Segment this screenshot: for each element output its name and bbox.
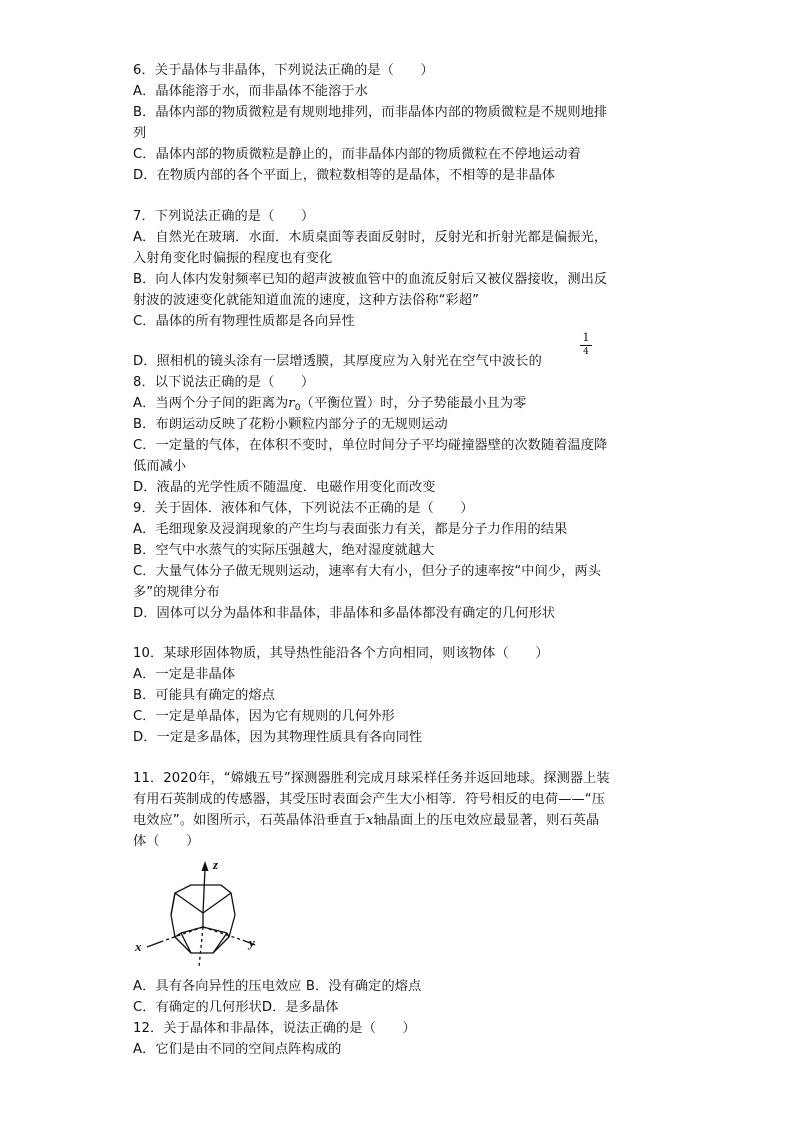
q7-option-a-line2: 入射角变化时偏振的程度也有变化 bbox=[133, 251, 333, 266]
fig-label-y: y bbox=[249, 935, 255, 950]
crystal-edge-bl bbox=[181, 933, 191, 953]
q9-option-a: A．毛细现象及浸润现象的产生均与表面张力有关，都是分子力作用的结果 bbox=[133, 522, 568, 537]
crystal-edge-tl bbox=[175, 893, 203, 913]
q7-option-a-line1: A．自然光在玻璃．水面．木质桌面等表面反射时，反射光和折射光都是偏振光， bbox=[133, 230, 608, 245]
z-axis-arrowhead bbox=[202, 861, 209, 871]
crystal-edge-tr bbox=[203, 893, 231, 913]
q8-option-a-post: （平衡位置）时，分子势能最小且为零 bbox=[300, 396, 527, 411]
q10-option-b: B．可能具有确定的熔点 bbox=[133, 688, 276, 703]
q7-option-d: D．照相机的镜头涂有一层增透膜，其厚度应为入射光在空气中波长的 bbox=[133, 354, 542, 369]
q11-options-cd: C．有确定的几何形状D．是多晶体 bbox=[133, 1000, 339, 1015]
q8-option-c-line1: C．一定量的气体，在体积不变时，单位时间分子平均碰撞器壁的次数随着温度降 bbox=[133, 438, 608, 453]
x-axis-hidden bbox=[163, 927, 203, 941]
q11-line4: 体（ ） bbox=[133, 834, 200, 849]
y-axis-hidden bbox=[203, 927, 245, 941]
crystal-edge-l bbox=[171, 893, 175, 915]
q9-option-c-line1: C．大量气体分子做无规则运动，速率有大有小，但分子的速率按“中间少，两头 bbox=[133, 564, 602, 579]
crystal-edge-ml bbox=[181, 927, 203, 933]
q7-fraction-denominator: 4 bbox=[583, 347, 589, 357]
q8-option-a bbox=[133, 395, 526, 417]
q10-stem: 10．某球形固体物质，其导热性能沿各个方向相同，则该物体（ ） bbox=[133, 646, 549, 661]
q8-var-sub: 0 bbox=[294, 403, 301, 413]
q6-option-c: C．晶体内部的物质微粒是静止的，而非晶体内部的物质微粒在不停地运动着 bbox=[133, 147, 581, 162]
q8-var-r: r bbox=[288, 396, 295, 411]
fig-label-x: x bbox=[135, 939, 142, 954]
q11-line3-pre: 电效应”。如图所示，石英晶体沿垂直于 bbox=[133, 813, 366, 828]
q6-option-d: D．在物质内部的各个平面上，微粒数相等的是晶体，不相等的是非晶体 bbox=[133, 168, 556, 183]
q8-option-d: D．液晶的光学性质不随温度．电磁作用变化而改变 bbox=[133, 480, 436, 495]
quartz-crystal-figure bbox=[133, 855, 273, 975]
q11-line1: 11．2020年，“嫦娥五号”探测器胜利完成月球采样任务并返回地球。探测器上装 bbox=[133, 771, 610, 786]
q9-stem: 9．关于固体．液体和气体，下列说法不正确的是（ ） bbox=[133, 501, 474, 516]
q6-option-b-line1: B．晶体内部的物质微粒是有规则地排列，而非晶体内部的物质微粒是不规则地排 bbox=[133, 105, 608, 120]
fig-label-z: z bbox=[213, 857, 219, 872]
x-axis-line bbox=[147, 941, 163, 947]
q11-line2: 有用石英制成的传感器，其受压时表面会产生大小相等．符号相反的电荷——“压 bbox=[133, 792, 605, 807]
q7-option-b-line2: 射波的波速变化就能知道血流的速度，这种方法俗称“彩超” bbox=[133, 293, 480, 308]
z-axis-line bbox=[203, 869, 205, 913]
q11-line3-post: 轴晶面上的压电效应最显著，则石英晶 bbox=[373, 813, 600, 828]
q7-option-b-line1: B．向人体内发射频率已知的超声波被血管中的血流反射后又被仪器接收，测出反 bbox=[133, 272, 608, 287]
q8-option-c-line2: 低而减小 bbox=[133, 459, 187, 474]
q9-option-c-line2: 多”的规律分布 bbox=[133, 585, 220, 600]
q10-option-a: A．一定是非晶体 bbox=[133, 667, 236, 682]
q8-stem: 8．以下说法正确的是（ ） bbox=[133, 375, 315, 390]
q6-option-b-line2: 列 bbox=[133, 126, 147, 141]
q9-option-b: B．空气中水蒸气的实际压强越大，绝对湿度就越大 bbox=[133, 543, 435, 558]
q12-option-a: A．它们是由不同的空间点阵构成的 bbox=[133, 1042, 342, 1057]
q7-option-c: C．晶体的所有物理性质都是各向异性 bbox=[133, 314, 355, 329]
q6-stem: 6．关于晶体与非晶体，下列说法正确的是（ ） bbox=[133, 63, 434, 78]
q9-option-d: D．固体可以分为晶体和非晶体，非晶体和多晶体都没有确定的几何形状 bbox=[133, 606, 556, 621]
q7-fraction-numerator: 1 bbox=[580, 332, 592, 346]
q7-fraction bbox=[580, 332, 592, 358]
q11-line3 bbox=[133, 812, 599, 829]
q10-option-d: D．一定是多晶体，因为其物理性质具有各向同性 bbox=[133, 730, 423, 745]
q6-option-a: A．晶体能溶于水，而非晶体不能溶于水 bbox=[133, 84, 369, 99]
q12-stem: 12．关于晶体和非晶体，说法正确的是（ ） bbox=[133, 1021, 416, 1036]
z-axis-hidden bbox=[199, 927, 203, 967]
crystal-edge-br bbox=[213, 933, 227, 953]
q11-options-ab: A．具有各向异性的压电效应 B．没有确定的熔点 bbox=[133, 979, 422, 994]
q8-option-b: B．布朗运动反映了花粉小颗粒内部分子的无规则运动 bbox=[133, 417, 448, 432]
crystal-edge-mr bbox=[203, 927, 227, 933]
q11-var-x: x bbox=[365, 813, 374, 828]
q10-option-c: C．一定是单晶体，因为它有规则的几何外形 bbox=[133, 709, 395, 724]
q7-stem: 7．下列说法正确的是（ ） bbox=[133, 209, 315, 224]
q8-option-a-pre: A．当两个分子间的距离为 bbox=[133, 396, 289, 411]
